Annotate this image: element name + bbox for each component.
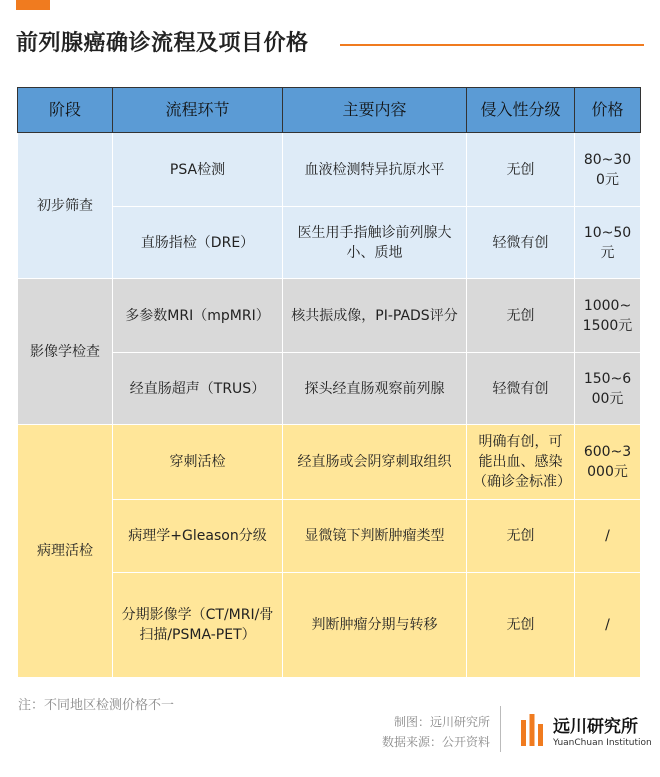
step-cell: 多参数MRI（mpMRI） [113,279,283,353]
invasive-cell: 无创 [467,279,575,353]
header-phase: 阶段 [18,88,113,133]
invasive-cell: 轻微有创 [467,353,575,425]
header-content: 主要内容 [283,88,467,133]
price-cell: 1000~1500元 [575,279,641,353]
phase-cell: 病理活检 [18,425,113,678]
brand-english-name: YuanChuan Institution [553,738,652,748]
content-cell: 探头经直肠观察前列腺 [283,353,467,425]
price-cell: 150~600元 [575,353,641,425]
invasive-cell: 无创 [467,500,575,573]
table-row [18,425,641,500]
source-text: 数据来源：公开资料 [381,735,490,749]
content-cell: 医生用手指触诊前列腺大小、质地 [283,207,467,279]
price-cell: 10~50元 [575,207,641,279]
price-cell: / [575,500,641,573]
price-cell: 600~3000元 [575,425,641,500]
phase-cell: 影像学检查 [18,279,113,425]
step-cell: 经直肠超声（TRUS） [113,353,283,425]
page-title: 前列腺癌确诊流程及项目价格 [16,31,309,56]
invasive-cell: 明确有创，可能出血、感染（确诊金标准） [467,425,575,500]
invasive-cell: 无创 [467,133,575,207]
header-invasive: 侵入性分级 [467,88,575,133]
content-cell: 判断肿瘤分期与转移 [283,573,467,678]
invasive-cell: 无创 [467,573,575,678]
invasive-cell: 轻微有创 [467,207,575,279]
top-accent-bar [16,0,50,10]
step-cell: 穿刺活检 [113,425,283,500]
made-by-text: 制图：远川研究所 [393,715,490,729]
credits [382,712,490,752]
table-header-row [18,88,641,133]
content-cell: 显微镜下判断肿瘤类型 [283,500,467,573]
step-cell: 分期影像学（CT/MRI/骨扫描/PSMA-PET） [113,573,283,678]
diagnosis-price-table [17,87,641,678]
step-cell: 病理学+Gleason分级 [113,500,283,573]
content-cell: 血液检测特异抗原水平 [283,133,467,207]
table-row [18,133,641,207]
title-underline [340,44,644,46]
footer-divider [500,706,501,752]
price-cell: / [575,573,641,678]
content-cell: 核共振成像，PI-PADS评分 [283,279,467,353]
phase-cell: 初步筛查 [18,133,113,279]
header-price: 价格 [575,88,641,133]
header-step: 流程环节 [113,88,283,133]
table-row [18,279,641,353]
step-cell: PSA检测 [113,133,283,207]
yuanchuan-logo-icon [520,712,544,748]
price-cell: 80~300元 [575,133,641,207]
step-cell: 直肠指检（DRE） [113,207,283,279]
content-cell: 经直肠或会阴穿刺取组织 [283,425,467,500]
brand-name: 远川研究所 [553,717,638,737]
footnote: 注：不同地区检测价格不一 [18,698,175,713]
